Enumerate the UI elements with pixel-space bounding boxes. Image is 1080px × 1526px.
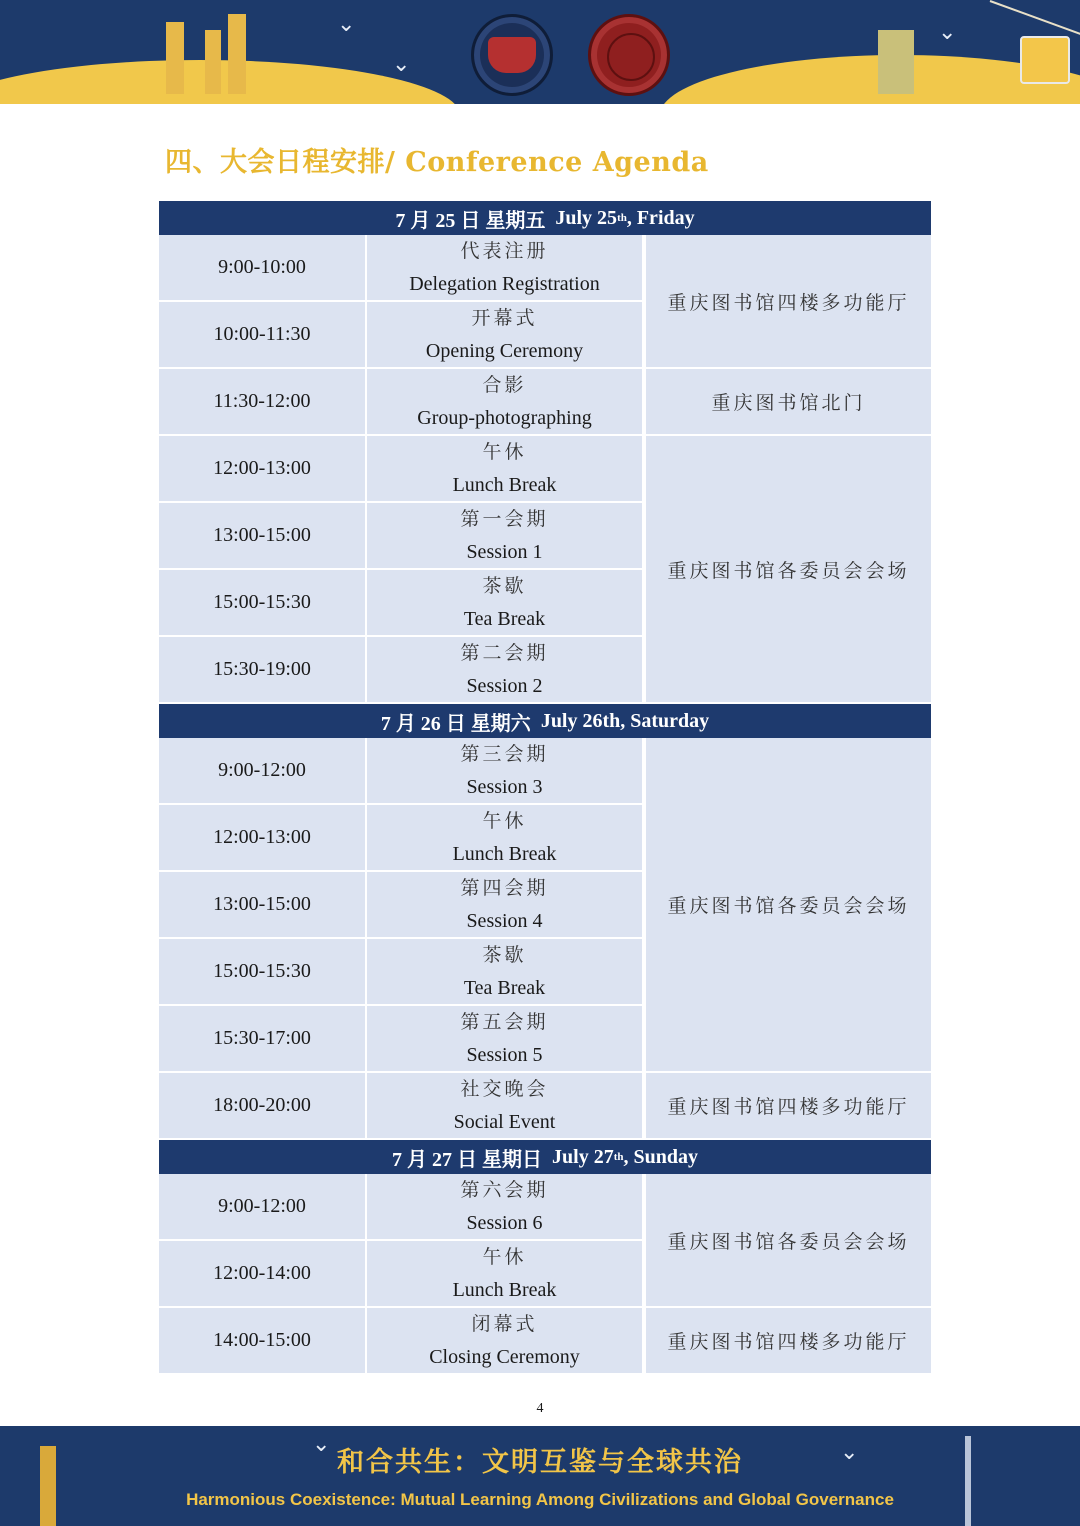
day-label-en: July 25	[555, 206, 618, 229]
day-label-sup: th	[617, 212, 627, 224]
day-label-sup: th	[613, 1151, 624, 1163]
time-cell: 15:00-15:30	[159, 570, 367, 637]
event-name-zh: 闭幕式	[471, 1312, 538, 1335]
day-label-en: July 26th, Saturday	[540, 709, 710, 732]
event-cell	[367, 1241, 644, 1308]
seal-logo	[588, 14, 670, 96]
footer-banner	[0, 1426, 1080, 1526]
event-name-en: Lunch Break	[452, 1278, 557, 1301]
header-banner	[0, 0, 1080, 104]
event-name-zh: 第三会期	[460, 742, 549, 765]
time-cell: 15:30-19:00	[159, 637, 367, 704]
time-cell: 18:00-20:00	[159, 1073, 367, 1140]
time-cell: 12:00-14:00	[159, 1241, 367, 1308]
event-cell	[367, 570, 644, 637]
tower-illustration	[205, 30, 221, 94]
day-label-zh: 7 月 26 日 星期六	[380, 712, 531, 735]
time-cell: 11:30-12:00	[159, 369, 367, 436]
event-name-en: Lunch Break	[452, 473, 557, 496]
event-name-zh: 第六会期	[460, 1178, 549, 1201]
location-cell: 重庆图书馆四楼多功能厅	[646, 1308, 931, 1375]
event-name-en: Closing Ceremony	[429, 1345, 580, 1368]
event-name-zh: 第四会期	[460, 876, 549, 899]
event-name-en: Lunch Break	[452, 842, 557, 865]
day-body-july-25	[159, 235, 931, 704]
event-name-en: Session 1	[466, 540, 543, 563]
time-cell: 10:00-11:30	[159, 302, 367, 369]
location-cell: 重庆图书馆各委员会会场	[646, 738, 931, 1073]
building-illustration	[878, 30, 914, 94]
event-name-zh: 午休	[482, 1245, 527, 1268]
event-name-en: Session 2	[466, 674, 543, 697]
location-cell: 重庆图书馆北门	[646, 369, 931, 436]
location-cell: 重庆图书馆四楼多功能厅	[646, 235, 931, 369]
hill-decoration	[660, 55, 1080, 104]
bird-icon: ⌄	[312, 1432, 331, 1457]
event-cell	[367, 1308, 644, 1375]
event-name-en: Group-photographing	[417, 406, 592, 429]
event-cell	[367, 1073, 644, 1140]
event-cell	[367, 872, 644, 939]
event-name-zh: 代表注册	[460, 239, 549, 262]
event-cell	[367, 1174, 644, 1241]
event-cell	[367, 235, 644, 302]
day-body-july-27	[159, 1174, 931, 1375]
event-name-en: Session 3	[466, 775, 543, 798]
event-name-en: Delegation Registration	[409, 272, 600, 295]
event-name-en: Session 4	[466, 909, 543, 932]
time-cell: 15:30-17:00	[159, 1006, 367, 1073]
location-cell: 重庆图书馆四楼多功能厅	[646, 1073, 931, 1140]
time-cell: 9:00-12:00	[159, 738, 367, 805]
event-name-en: Tea Break	[463, 607, 546, 630]
event-cell	[367, 1006, 644, 1073]
event-name-zh: 第五会期	[460, 1010, 549, 1033]
day-body-july-26	[159, 738, 931, 1140]
time-cell: 9:00-12:00	[159, 1174, 367, 1241]
tower-illustration	[166, 22, 184, 94]
section-title: 四、大会日程安排/ Conference Agenda	[165, 147, 709, 178]
time-cell: 9:00-10:00	[159, 235, 367, 302]
page-number: 4	[536, 1401, 544, 1416]
event-cell	[367, 637, 644, 704]
time-cell: 13:00-15:00	[159, 872, 367, 939]
time-cell: 12:00-13:00	[159, 805, 367, 872]
event-name-zh: 第一会期	[460, 507, 549, 530]
cable-car-illustration	[1020, 36, 1070, 84]
event-name-zh: 合影	[482, 373, 527, 396]
day-label-zh: 7 月 25 日 星期五	[395, 209, 546, 232]
time-cell: 12:00-13:00	[159, 436, 367, 503]
event-name-en: Social Event	[453, 1110, 556, 1133]
event-cell	[367, 369, 644, 436]
event-name-zh: 开幕式	[471, 306, 538, 329]
location-cell: 重庆图书馆各委员会会场	[646, 436, 931, 704]
day-header-july-27	[159, 1140, 931, 1174]
location-cell: 重庆图书馆各委员会会场	[646, 1174, 931, 1308]
event-cell	[367, 939, 644, 1006]
event-name-zh: 午休	[482, 440, 527, 463]
day-header-july-25	[159, 201, 931, 235]
bird-icon: ⌄	[938, 20, 957, 45]
event-name-zh: 社交晚会	[460, 1077, 549, 1100]
event-cell	[367, 738, 644, 805]
bird-icon: ⌄	[337, 12, 356, 37]
time-cell: 15:00-15:30	[159, 939, 367, 1006]
day-label-en: July 27	[552, 1145, 614, 1168]
event-cell	[367, 503, 644, 570]
slogan-zh: 和合共生：文明互鉴与全球共治	[337, 1447, 743, 1478]
event-cell	[367, 805, 644, 872]
conference-emblem-logo	[471, 14, 553, 96]
day-label-zh: 7 月 27 日 星期日	[392, 1148, 543, 1171]
event-name-zh: 午休	[482, 809, 527, 832]
event-name-en: Session 5	[466, 1043, 543, 1066]
event-cell	[367, 302, 644, 369]
event-name-zh: 第二会期	[460, 641, 549, 664]
time-cell: 13:00-15:00	[159, 503, 367, 570]
day-label-en-suffix: , Sunday	[623, 1145, 698, 1168]
event-name-en: Opening Ceremony	[425, 339, 584, 362]
tower-illustration	[228, 14, 246, 94]
event-name-en: Tea Break	[463, 976, 546, 999]
bird-icon: ⌄	[840, 1440, 859, 1465]
event-name-zh: 茶歇	[482, 574, 527, 597]
time-cell: 14:00-15:00	[159, 1308, 367, 1375]
day-label-en-suffix: , Friday	[626, 206, 695, 229]
event-cell	[367, 436, 644, 503]
agenda-table	[159, 201, 931, 1375]
event-name-en: Session 6	[466, 1211, 543, 1234]
slogan-en: Harmonious Coexistence: Mutual Learning Among Civilizations and Global Governance	[186, 1490, 894, 1509]
bird-icon: ⌄	[392, 52, 411, 77]
day-header-july-26	[159, 704, 931, 738]
event-name-zh: 茶歇	[482, 943, 527, 966]
